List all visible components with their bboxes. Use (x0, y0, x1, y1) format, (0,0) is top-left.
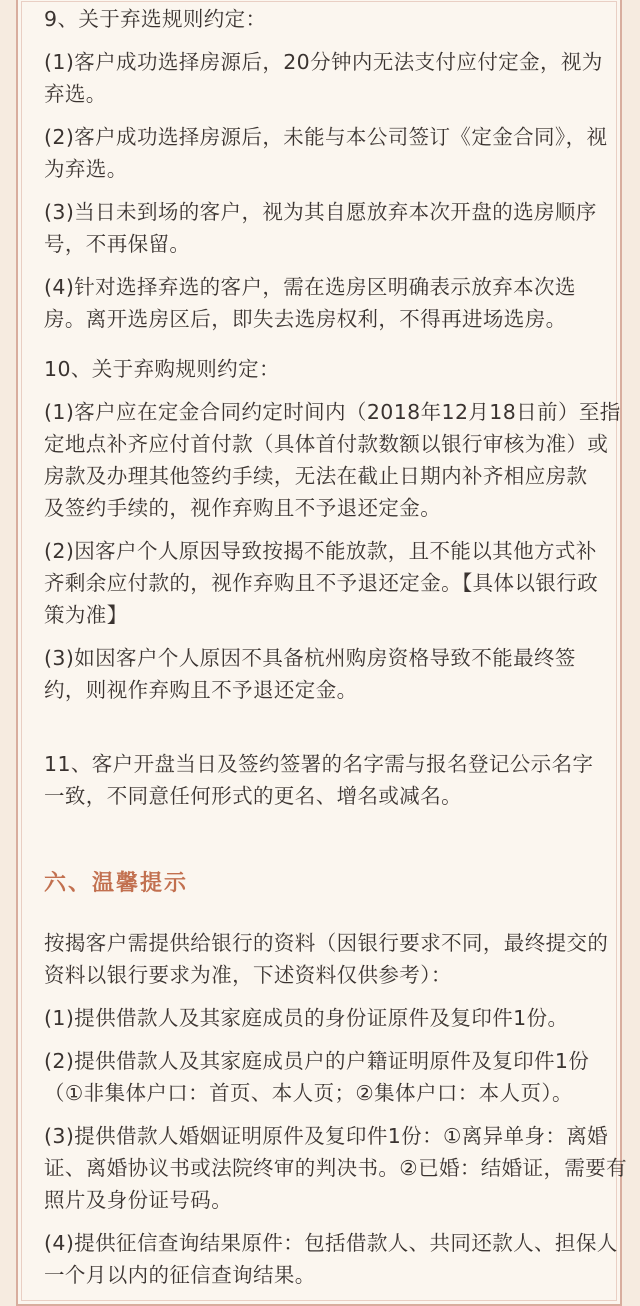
section6-item1: (1)提供借款人及其家庭成员的身份证原件及复印件1份。 (44, 1006, 569, 1030)
rule10-block (44, 353, 621, 706)
rule9-item4: (4)针对选择弃选的客户，需在选房区明确表示放弃本次选 房。离开选房区后，即失去选房权利，不得再进场选房。 (44, 275, 576, 331)
rule10-item1: (1)客户应在定金合同约定时间内（2018年12月18日前）至指 定地点补齐应付首付款（具体首付款数额以银行审核为准）或 房款及办理其他签约手续，无法在截止日期内补齐相应房款 及签约手续的，视作弃购且不予退还定金。 (44, 400, 621, 520)
section6-item4: (4)提供征信查询结果原件：包括借款人、共同还款人、担保人 一个月以内的征信查询结果。 (44, 1231, 618, 1287)
section6-item3: (3)提供借款人婚姻证明原件及复印件1份：①离异单身：离婚 证、离婚协议书或法院终审的判决书。②已婚：结婚证，需要有 照片及身份证号码。 (44, 1124, 628, 1212)
rule11-text: 11、客户开盘当日及签约签署的名字需与报名登记公示名字 一致，不同意任何形式的更名、增名或减名。 (44, 752, 594, 808)
section6-title: 六、温馨提示 (44, 871, 189, 896)
section6-item2: (2)提供借款人及其家庭成员户的户籍证明原件及复印件1份 （①非集体户口：首页、本人页；②集体户口：本人页）。 (44, 1049, 590, 1105)
rule10-item2: (2)因客户个人原因导致按揭不能放款，且不能以其他方式补 齐剩余应付款的，视作弃购且不予退还定金。【具体以银行政 策为准】 (44, 539, 599, 627)
rule9-block (44, 3, 607, 335)
rule9-item1: (1)客户成功选择房源后，20分钟内无法支付应付定金，视为 弃选。 (44, 50, 603, 106)
rule9-item2: (2)客户成功选择房源后，未能与本公司签订《定金合同》，视 为弃选。 (44, 125, 608, 181)
rule9-heading: 9、关于弃选规则约定： (44, 7, 267, 31)
rule9-item3: (3)当日未到场的客户，视为其自愿放弃本次开盘的选房顺序 号，不再保留。 (44, 200, 597, 256)
rule11-block (44, 748, 593, 812)
section6-block (44, 868, 627, 1291)
rule10-item3: (3)如因客户个人原因不具备杭州购房资格导致不能最终签 约，则视作弃购且不予退还定金。 (44, 646, 576, 702)
rule10-heading: 10、关于弃购规则约定： (44, 357, 280, 381)
section6-intro: 按揭客户需提供给银行的资料（因银行要求不同，最终提交的 资料以银行要求为准，下述资料仅供参考）： (44, 931, 609, 987)
